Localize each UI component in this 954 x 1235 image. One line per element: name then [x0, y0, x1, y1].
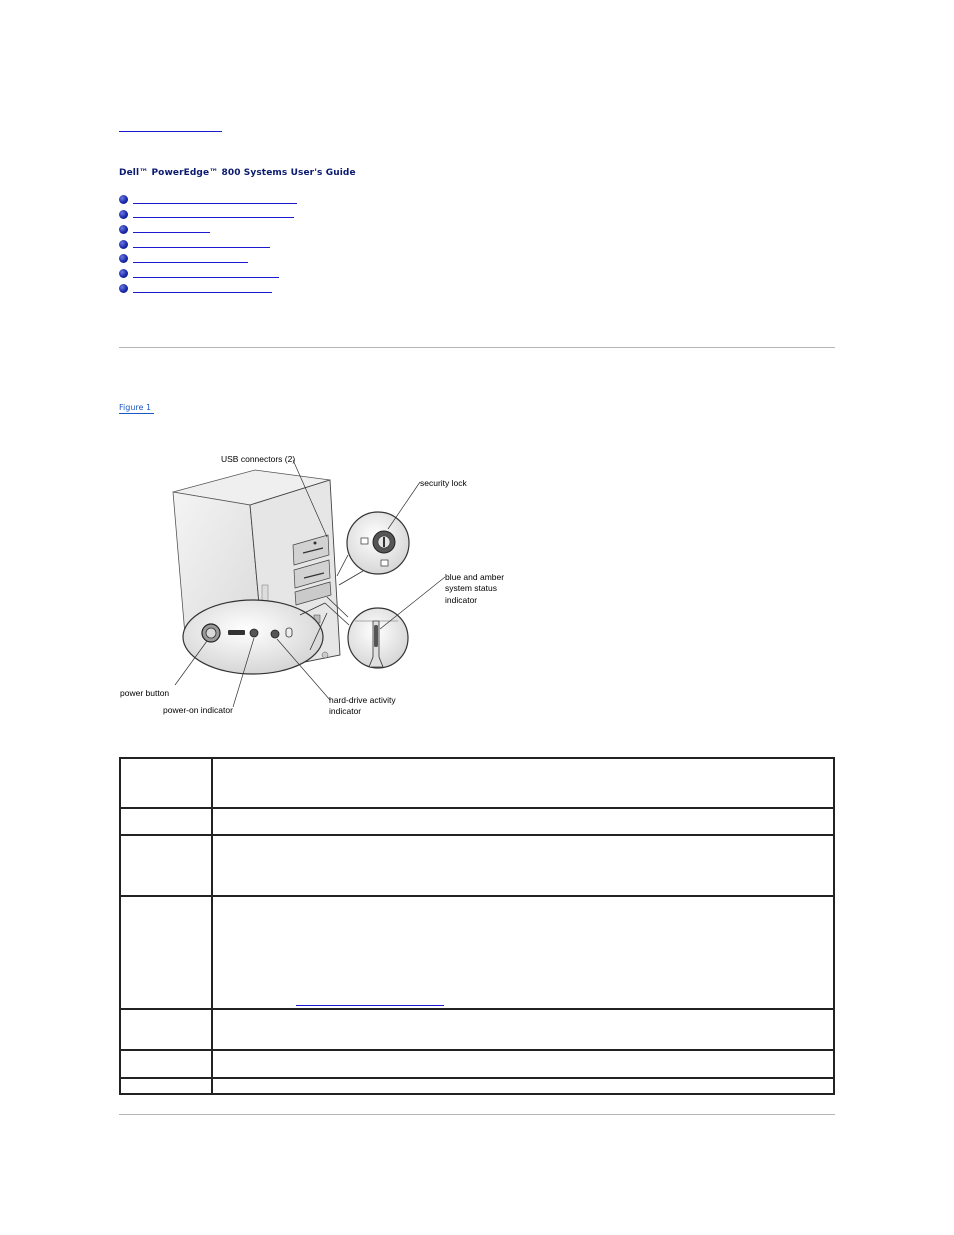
- toc-link[interactable]: [133, 292, 272, 293]
- power-button-label: power button: [120, 688, 170, 698]
- guide-title: Dell™ PowerEdge™ 800 Systems User's Guide: [119, 168, 356, 178]
- table-row: [119, 1077, 835, 1093]
- power-on-label: power-on indicator: [163, 705, 233, 715]
- table-row: [119, 1008, 835, 1049]
- back-to-contents-link[interactable]: [119, 131, 222, 132]
- hdd-label-line2: indicator: [329, 706, 362, 716]
- table-row: [119, 834, 835, 895]
- table-row: [119, 895, 835, 1008]
- table-row: [119, 807, 835, 834]
- table-row: [119, 757, 835, 807]
- bullet-icon: [119, 225, 128, 234]
- status-label-line1: blue and amber: [445, 572, 505, 582]
- bullet-icon: [119, 240, 128, 249]
- bullet-icon: [119, 195, 128, 204]
- usb-label: USB connectors (2): [221, 454, 296, 464]
- bullet-icon: [119, 284, 128, 293]
- figure-link[interactable]: Figure 1: [119, 403, 154, 412]
- table-cell-link[interactable]: [296, 1005, 444, 1006]
- bullet-icon: [119, 269, 128, 278]
- toc-link[interactable]: [133, 217, 294, 218]
- front-panel-figure: [115, 445, 515, 725]
- bullet-icon: [119, 210, 128, 219]
- security-lock-label: security lock: [420, 478, 467, 488]
- indicator-table: [119, 757, 835, 1095]
- toc-link[interactable]: [133, 232, 210, 233]
- table-row: [119, 1049, 835, 1077]
- section-divider: [119, 347, 835, 348]
- toc-link[interactable]: [133, 203, 297, 204]
- toc-link[interactable]: [133, 262, 248, 263]
- status-label-line2: system status: [445, 583, 497, 593]
- section-divider-bottom: [119, 1114, 835, 1115]
- toc-link[interactable]: [133, 277, 279, 278]
- hdd-label-line1: hard-drive activity: [329, 695, 396, 705]
- status-label-line3: indicator: [445, 595, 478, 605]
- bullet-icon: [119, 254, 128, 263]
- toc-link[interactable]: [133, 247, 270, 248]
